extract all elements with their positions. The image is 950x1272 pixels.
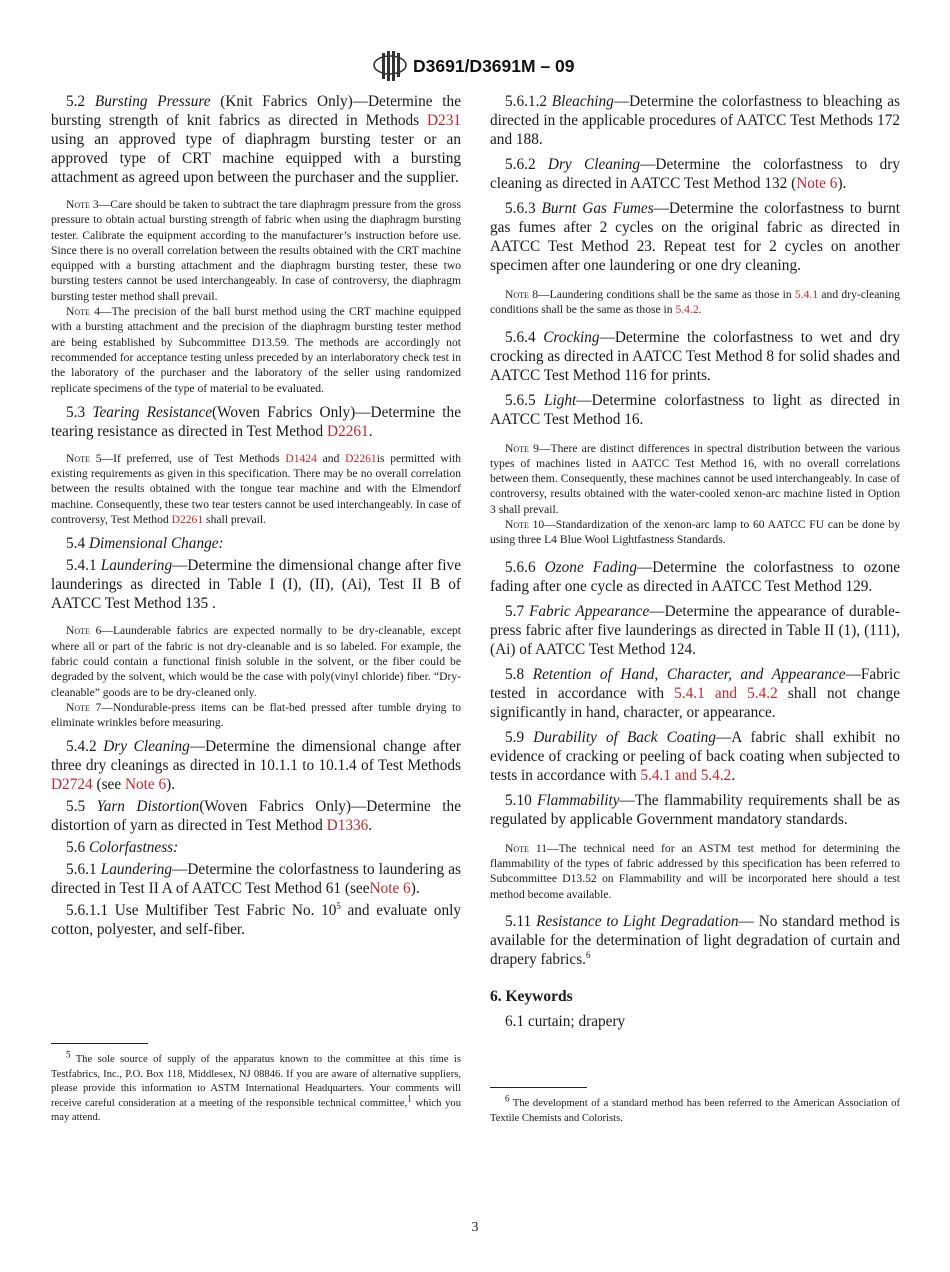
section-title: Retention of Hand, Character, and Appearance: [532, 665, 846, 683]
page-number: 3: [471, 1220, 479, 1235]
text-run: ).: [837, 175, 847, 192]
text-run: and: [316, 451, 346, 465]
section-title: Dry Cleaning: [103, 738, 190, 756]
paragraph: [51, 556, 461, 613]
paragraph: [490, 602, 900, 659]
text-run: 5.6.6: [505, 558, 545, 576]
text-run: —Determine the colorfastness to laundering as directed in Test II A of AATCC Test Method 61 (see: [51, 861, 461, 898]
text-run: —A fabric shall exhibit no evidence of cracking or peeling of back coating when subjected to tests in accordance with: [490, 728, 900, 784]
text-run: —Determine the colorfastness to dry cleaning as directed in AATCC Test Method 132 (: [490, 156, 900, 192]
text-run: 9—There are distinct differences in spectral distribution between the various types of machines listed in AATCC Test Method 16, with no overall correlations between them. Consequently, these machines cannot be used interchangeably. In case of controversy, results obtained with the water-cooled xenon-arc machine listed in Option 3 shall prevail.: [490, 441, 900, 516]
text-run: 5.11: [505, 912, 537, 930]
section-title: Colorfastness:: [88, 839, 179, 857]
paragraph: [490, 328, 900, 385]
note: [490, 517, 900, 548]
text-run: is permitted with existing requirements as given in this specification. There may be no overall correlation between the results obtained with the tongue tear machine and with the Elmendorf machine. Consequently, these two tear testers cannot be used interchangeably. In case of controversy, Test Method: [51, 451, 461, 527]
section-title: Yarn Distortion: [96, 798, 200, 816]
cross-reference-link[interactable]: D2261: [345, 451, 377, 465]
text-run: 11—The technical need for an ASTM test method for determining the flammability of the types of fabric addressed by this specification has been referred to Subcommittee D13.52 on Flammability and will be incorporated here should a test method become available.: [490, 841, 900, 901]
section-title: Light: [543, 391, 577, 409]
paragraph: [51, 901, 461, 939]
note: [51, 304, 461, 396]
cross-reference-link[interactable]: Note 6: [796, 175, 838, 192]
section-title: Flammability: [537, 791, 620, 809]
section-title: Laundering: [100, 557, 173, 575]
text-run: The development of a standard method has been referred to the American Association of Textile Chemists and Colorists.: [490, 1098, 900, 1124]
note: [490, 441, 900, 517]
document-designation: D3691/D3691M – 09: [413, 56, 575, 76]
cross-reference-link[interactable]: Note 6: [124, 776, 167, 794]
section-heading: [490, 987, 900, 1006]
text-run: (Knit Fabrics Only)—Determine the bursting strength of knit fabrics as directed in Methods: [51, 93, 461, 129]
text-run: shall not change significantly in hand, character, or appearance.: [490, 684, 900, 721]
text-run: and evaluate only cotton, polyester, and self-fiber.: [51, 902, 461, 939]
footnote-marker: 6: [505, 1093, 510, 1104]
footnote-5: [51, 1049, 461, 1126]
text-run: 5.6.1: [66, 861, 101, 879]
footnote-6: [490, 1093, 900, 1126]
cross-reference-link[interactable]: D2724: [51, 776, 93, 794]
text-run: 5.6.1.2: [505, 93, 552, 110]
text-run: The sole source of supply of the apparatus known to the committee at this time is Testfabrics, Inc., P.O. Box 118, Middlesex, NJ 08846. If you are aware of alternative suppliers, please provide this information to ASTM International Headquarters. Your comments will receive careful consideration at a meeting of the responsible technical committee,: [51, 1054, 461, 1109]
page-header: [0, 50, 950, 84]
text-run: shall prevail.: [203, 513, 266, 527]
text-run: 5.7: [505, 602, 530, 620]
paragraph: [490, 791, 900, 829]
text-run: 5.5: [66, 798, 97, 816]
text-run: —Determine the colorfastness to bleaching as directed in the applicable procedures of AATCC Test Methods 172 and 188.: [490, 93, 900, 148]
footnote-marker: 1: [407, 1093, 412, 1104]
text-run: 7—Nondurable-press items can be flat-bed pressed after tumble drying to eliminate wrinkles before measuring.: [51, 700, 461, 730]
section-title: Crocking: [543, 328, 600, 346]
note-label: Note: [505, 841, 529, 855]
note-label: Note: [66, 700, 90, 714]
text-run: 6—Launderable fabrics are expected normally to be dry-cleanable, except where all or part of the fabric is not dry-cleanable and is so labeled. For example, the fabric could contain a functional finish soluble in the solvent, or the fiber could be degraded by the solvent, which would be the case with poly(vinyl chloride) fiber. “Dry-cleanable” goods are to be dry-cleaned only.: [51, 624, 461, 699]
text-run: 10—Standardization of the xenon-arc lamp to 60 AATCC FU can be done by using three L4 Blue Wool Lightfastness Standards.: [490, 518, 900, 547]
text-run: .: [698, 303, 702, 317]
text-run: 5.6.5: [505, 391, 544, 409]
text-run: 5.4.1: [66, 557, 101, 575]
note: [51, 451, 461, 527]
footnote-divider: [490, 1087, 587, 1088]
text-run: —Determine the colorfastness to burnt gas fumes after 2 cycles on the original fabric as directed in AATCC Test Method 23. Repeat test for 2 cycles on another specimen after one laundering or one dry cleaning.: [490, 200, 900, 274]
section-title: Fabric Appearance: [529, 602, 650, 620]
footnote-marker: 6: [585, 949, 591, 960]
text-run: .: [368, 817, 373, 835]
note: [490, 841, 900, 902]
text-run: (Woven Fabrics Only)—Determine the tearing resistance as directed in Test Method: [51, 403, 461, 440]
text-run: 5.6.2: [505, 156, 548, 173]
section-title: Tearing Resistance: [92, 403, 213, 421]
text-run: ).: [166, 776, 176, 794]
paragraph: [490, 199, 900, 275]
cross-reference-link[interactable]: D231: [427, 112, 461, 129]
paragraph: [51, 797, 461, 835]
text-run: 5.4.2: [66, 738, 104, 756]
cross-reference-link[interactable]: 5.4.1 and 5.4.2: [674, 684, 778, 702]
text-run: 5.10: [505, 791, 538, 809]
text-run: —Determine the dimensional change after three dry cleanings as directed in 10.1.1 to 10.1.4 of Test Methods: [51, 738, 462, 775]
cross-reference-link[interactable]: 5.4.1: [794, 288, 819, 301]
text-run: 5.9: [505, 728, 534, 746]
note-label: Note: [66, 451, 90, 465]
section-title: Burnt Gas Fumes: [541, 200, 654, 217]
section-title: Bleaching: [551, 93, 614, 110]
paragraph: [490, 155, 900, 193]
footnote-marker: 5: [66, 1049, 71, 1060]
section-title: Ozone Fading: [544, 558, 637, 576]
cross-reference-link[interactable]: D2261: [327, 422, 369, 440]
note: [51, 197, 461, 304]
cross-reference-link[interactable]: 5.4.1 and 5.4.2: [640, 766, 732, 784]
section-title: Laundering: [100, 861, 173, 879]
section-title: Bursting Pressure: [94, 93, 211, 110]
cross-reference-link[interactable]: D1424: [285, 451, 317, 465]
paragraph: [490, 391, 900, 429]
text-run: ).: [410, 880, 420, 898]
text-run: 3—Care should be taken to subtract the tare diaphragm pressure from the gross pressure to obtain actual bursting strength of fabric when using the diaphragm bursting tester. Calibrate the equipment according to the manufacturer’s instruction before use. Since there is no overall correlation between the results obtained with the CRT machine equipped with a bursting attachment and the diaphragm bursting tester, these two bursting testers cannot be used interchangeably. In case of controversy, the diaphragm bursting tester method shall prevail.: [51, 198, 461, 303]
text-run: 4—The precision of the ball burst method using the CRT machine equipped with a bursting attachment and the precision of the diaphragm bursting tester method are being established by Subcommittee D13.59. The methods are accordingly not recommended for acceptance testing unless preceded by an interlaboratory check test in the laboratory of the purchaser and the laboratory of the seller using randomized replicate specimens of the type of material to be evaluated.: [51, 305, 461, 395]
note: [51, 623, 461, 699]
text-run: 5.6.3: [505, 200, 542, 217]
text-run: (Woven Fabrics Only)—Determine the distortion of yarn as directed in Test Method: [51, 798, 461, 835]
text-run: 8—Laundering conditions shall be the same as those in: [528, 288, 795, 301]
text-run: and dry-cleaning conditions shall be the same as those in: [490, 288, 901, 317]
text-run: 6.1 curtain; drapery: [505, 1012, 626, 1030]
text-run: which you may attend.: [51, 1097, 461, 1124]
cross-reference-link[interactable]: D2261: [171, 513, 204, 527]
paragraph: [490, 558, 900, 596]
section-title: Resistance to Light Degradation: [536, 912, 739, 930]
text-run: 5.6.4: [505, 328, 544, 346]
cross-reference-link[interactable]: Note 6: [369, 880, 411, 898]
cross-reference-link[interactable]: 5.4.2: [675, 303, 699, 317]
text-run: —Fabric tested in accordance with: [490, 665, 900, 702]
note-label: Note: [505, 518, 529, 532]
section-title: Durability of Back Coating: [533, 728, 716, 746]
paragraph: [490, 728, 900, 785]
text-run: 6. Keywords: [490, 987, 573, 1005]
note: [490, 287, 900, 318]
note-label: Note: [66, 198, 90, 211]
paragraph: [490, 1012, 900, 1031]
right-column: [490, 92, 900, 1037]
text-run: —Determine colorfastness to light as directed in AATCC Test Method 16.: [490, 391, 900, 428]
text-run: —Determine the appearance of durable-press fabric after five launderings as directed in Table II (1), (111), (Ai) of AATCC Test Method 124.: [490, 602, 901, 658]
paragraph: [51, 838, 461, 857]
text-run: 5.6.1.1 Use Multifiber Test Fabric No. 10: [66, 902, 337, 920]
text-run: 5.8: [505, 665, 533, 683]
paragraph: [51, 403, 461, 441]
note: [51, 700, 461, 731]
text-run: .: [368, 422, 373, 440]
paragraph: [51, 92, 461, 187]
section-title: Dimensional Change:: [88, 535, 224, 553]
left-column: [51, 92, 461, 942]
note-label: Note: [66, 305, 90, 319]
text-run: — No standard method is available for the determination of light degradation of curtain and drapery fabrics.: [490, 912, 900, 968]
text-run: using an approved type of diaphragm bursting tester or an approved type of CRT machine equipped with a bursting attachment as agreed upon between the purchaser and the supplier.: [51, 131, 461, 186]
cross-reference-link[interactable]: D1336: [326, 817, 369, 835]
text-run: (see: [92, 776, 125, 794]
text-run: —Determine the dimensional change after five launderings as directed in Table I (I), (II), (Ai), Test II B of AATCC Test Method 135 .: [51, 557, 461, 613]
text-run: 5.2: [66, 93, 95, 110]
paragraph: [490, 912, 900, 969]
section-title: Dry Cleaning: [547, 156, 641, 173]
note-label: Note: [505, 288, 529, 301]
text-run: —Determine the colorfastness to ozone fading after one cycle as directed in AATCC Test Method 129.: [490, 558, 901, 595]
paragraph: [51, 737, 461, 794]
paragraph: [490, 665, 900, 722]
text-run: .: [731, 766, 736, 784]
footnote-divider: [51, 1043, 148, 1044]
note-label: Note: [66, 624, 90, 638]
text-run: 5.6: [66, 839, 89, 857]
paragraph: [51, 534, 461, 553]
text-run: 5.3: [66, 403, 93, 421]
paragraph: [51, 860, 461, 898]
note-label: Note: [505, 441, 529, 455]
text-run: —Determine the colorfastness to wet and dry crocking as directed in AATCC Test Method 8 for solid shades and AATCC Test Method 116 for prints.: [490, 328, 901, 384]
paragraph: [490, 92, 900, 149]
astm-logo-icon: [372, 50, 408, 82]
text-run: —The flammability requirements shall be as regulated by applicable Government mandatory standards.: [490, 791, 901, 828]
footnote-marker: 5: [336, 901, 341, 912]
text-run: 5—If preferred, use of Test Methods: [89, 451, 286, 465]
text-run: 5.4: [66, 535, 89, 553]
